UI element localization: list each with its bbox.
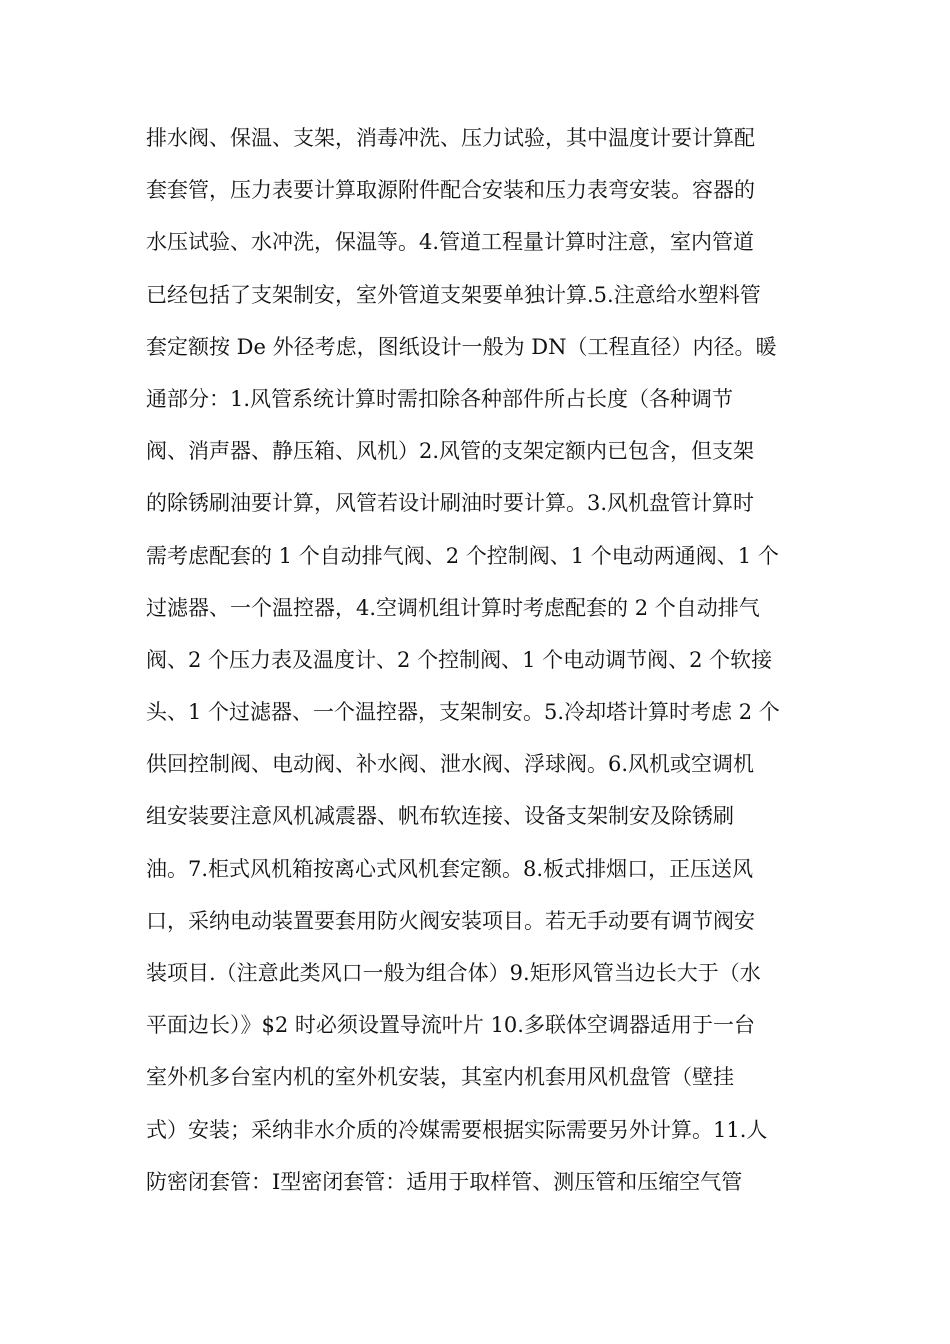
text-line: 室外机多台室内机的室外机安装，其室内机套用风机盘管（壁挂	[146, 1065, 734, 1090]
text-line: 供回控制阀、电动阀、补水阀、泄水阀、浮球阀。6.风机或空调机	[146, 752, 755, 777]
text-line: 头、1 个过滤器、一个温控器，支架制安。5.冷却塔计算时考虑 2 个	[146, 700, 780, 725]
text-line: 式）安装；采纳非水介质的冷媒需要根据实际需要另外计算。11.人	[146, 1117, 768, 1142]
text-line: 的除锈刷油要计算，风管若设计刷油时要计算。3.风机盘管计算时	[146, 491, 755, 516]
body-text	[146, 118, 816, 1214]
text-line: 组安装要注意风机减震器、帆布软连接、设备支架制安及除锈刷	[146, 804, 734, 829]
text-line: 过滤器、一个温控器，4.空调机组计算时考虑配套的 2 个自动排气	[146, 595, 760, 620]
text-line: 水压试验、水冲洗，保温等。4.管道工程量计算时注意，室内管道	[146, 230, 755, 255]
text-line: 需考虑配套的 1 个自动排气阀、2 个控制阀、1 个电动两通阀、1 个	[146, 543, 779, 568]
text-line: 套套管，压力表要计算取源附件配合安装和压力表弯安装。容器的	[146, 178, 755, 203]
text-line: 油。7.柜式风机箱按离心式风机套定额。8.板式排烟口，正压送风	[146, 856, 754, 881]
text-line: 防密闭套管：Ⅰ型密闭套管：适用于取样管、测压管和压缩空气管	[146, 1169, 743, 1194]
text-line: 排水阀、保温、支架，消毒冲洗、压力试验，其中温度计要计算配	[146, 126, 755, 150]
text-line: 阀、消声器、静压箱、风机）2.风管的支架定额内已包含，但支架	[146, 439, 755, 464]
text-line: 通部分：1.风管系统计算时需扣除各种部件所占长度（各种调节	[146, 386, 734, 411]
text-line: 装项目.（注意此类风口一般为组合体）9.矩形风管当边长大于（水	[146, 961, 761, 985]
text-line: 套定额按 De 外径考虑，图纸设计一般为 DN（工程直径）内径。暖	[146, 334, 777, 359]
text-line: 已经包括了支架制安，室外管道支架要单独计算.5.注意给水塑料管	[146, 282, 761, 307]
text-line: 阀、2 个压力表及温度计、2 个控制阀、1 个电动调节阀、2 个软接	[146, 647, 773, 672]
text-line: 平面边长）》$2 时必须设置导流叶片 10.多联体空调器适用于一台	[146, 1013, 755, 1038]
text-line: 口，采纳电动装置要套用防火阀安装项目。若无手动要有调节阀安	[146, 908, 755, 933]
